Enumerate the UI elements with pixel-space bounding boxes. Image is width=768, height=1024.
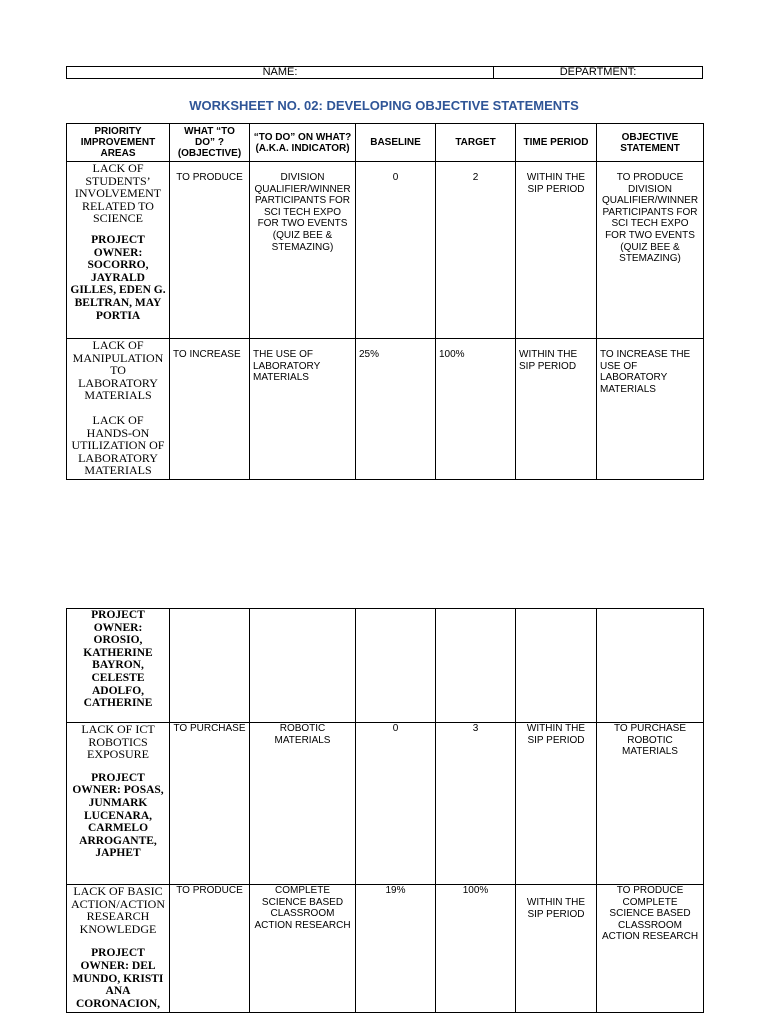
priority-area-cell xyxy=(67,885,170,1013)
indicator-cell xyxy=(250,609,356,723)
time-period-cell: WITHIN THE SIP PERIOD xyxy=(516,162,597,339)
target-cell: 2 xyxy=(436,162,516,339)
objective-cell: TO PURCHASE xyxy=(170,723,250,885)
project-owner: PROJECT OWNER: SOCORRO, JAYRALD GILLES, EDEN G. BELTRAN, MAY PORTIA xyxy=(70,233,166,322)
target-cell: 100% xyxy=(436,339,516,480)
table-row xyxy=(67,162,704,339)
name-field[interactable]: NAME: xyxy=(67,67,494,79)
table-row xyxy=(67,723,704,885)
priority-area: LACK OF MANIPULATION TO LABORATORY MATERIALS xyxy=(72,338,164,403)
time-period-cell xyxy=(516,609,597,723)
objective-cell xyxy=(170,609,250,723)
time-period-cell: WITHIN THE SIP PERIOD xyxy=(516,723,597,885)
objective-statement-cell: TO PRODUCE DIVISION QUALIFIER/WINNER PARTICIPANTS FOR SCI TECH EXPO FOR TWO EVENTS (QUIZ BEE & STEMAZING) xyxy=(597,162,704,339)
col-header-objective: WHAT “TO DO” ? (OBJECTIVE) xyxy=(170,124,250,162)
target-cell xyxy=(436,609,516,723)
priority-area: LACK OF ICT ROBOTICS EXPOSURE xyxy=(81,722,155,762)
target-cell: 3 xyxy=(436,723,516,885)
indicator-cell: ROBOTIC MATERIALS xyxy=(250,723,356,885)
objective-statement-cell: TO PRODUCE COMPLETE SCIENCE BASED CLASSROOM ACTION RESEARCH xyxy=(597,885,704,1013)
col-header-indicator-line1: “TO DO” ON WHAT? xyxy=(253,131,352,143)
project-owner: PROJECT OWNER: DEL MUNDO, KRISTI ANA CORONACION, xyxy=(72,947,164,1010)
objective-statement-cell xyxy=(597,609,704,723)
objective-statement-cell: TO PURCHASE ROBOTIC MATERIALS xyxy=(597,723,704,885)
objective-statement-cell: TO INCREASE THE USE OF LABORATORY MATERIALS xyxy=(597,339,704,480)
time-period-cell: WITHIN THE SIP PERIOD xyxy=(516,339,597,480)
baseline-cell: 25% xyxy=(356,339,436,480)
target-cell: 100% xyxy=(436,885,516,1013)
objective-cell: TO INCREASE xyxy=(170,339,250,480)
priority-area: LACK OF BASIC ACTION/ACTION RESEARCH KNOWLEDGE xyxy=(71,884,165,936)
baseline-cell: 0 xyxy=(356,723,436,885)
priority-area-cell xyxy=(67,723,170,885)
baseline-cell xyxy=(356,609,436,723)
time-period-cell: WITHIN THE SIP PERIOD xyxy=(516,885,597,1013)
objective-cell: TO PRODUCE xyxy=(170,162,250,339)
priority-area: LACK OF STUDENTS’ INVOLVEMENT RELATED TO SCIENCE xyxy=(74,161,162,226)
priority-area-cell xyxy=(67,609,170,723)
table-row xyxy=(67,885,704,1013)
indicator-cell: COMPLETE SCIENCE BASED CLASSROOM ACTION RESEARCH xyxy=(250,885,356,1013)
col-header-indicator xyxy=(250,124,356,162)
project-owner: PROJECT OWNER: POSAS, JUNMARK LUCENARA, CARMELO ARROGANTE, JAPHET xyxy=(72,771,164,860)
col-header-objective-statement: OBJECTIVE STATEMENT xyxy=(597,124,704,162)
baseline-cell: 0 xyxy=(356,162,436,339)
table-row xyxy=(67,609,704,723)
table-row xyxy=(67,339,704,480)
priority-area-cell xyxy=(67,339,170,480)
col-header-time-period: TIME PERIOD xyxy=(516,124,597,162)
objectives-table-continued xyxy=(66,608,704,1013)
name-department-header xyxy=(66,66,703,79)
worksheet-title: WORKSHEET NO. 02: DEVELOPING OBJECTIVE STATEMENTS xyxy=(189,98,579,113)
project-owner: PROJECT OWNER: OROSIO, KATHERINE BAYRON, CELESTE ADOLFO, CATHERINE xyxy=(83,609,153,710)
department-field[interactable]: DEPARTMENT: xyxy=(494,67,703,79)
priority-area-secondary: LACK OF HANDS-ON UTILIZATION OF LABORATORY MATERIALS xyxy=(71,412,165,478)
indicator-cell: DIVISION QUALIFIER/WINNER PARTICIPANTS FOR SCI TECH EXPO FOR TWO EVENTS (QUIZ BEE & STEMAZING) xyxy=(250,162,356,339)
col-header-baseline: BASELINE xyxy=(356,124,436,162)
objectives-table xyxy=(66,123,704,480)
baseline-cell: 19% xyxy=(356,885,436,1013)
objective-cell: TO PRODUCE xyxy=(170,885,250,1013)
col-header-target: TARGET xyxy=(436,124,516,162)
indicator-cell: THE USE OF LABORATORY MATERIALS xyxy=(250,339,356,480)
table-header-row xyxy=(67,124,704,162)
col-header-indicator-line2: (A.K.A. INDICATOR) xyxy=(255,142,350,154)
priority-area-cell xyxy=(67,162,170,339)
col-header-priority: PRIORITY IMPROVEMENT AREAS xyxy=(67,124,170,162)
